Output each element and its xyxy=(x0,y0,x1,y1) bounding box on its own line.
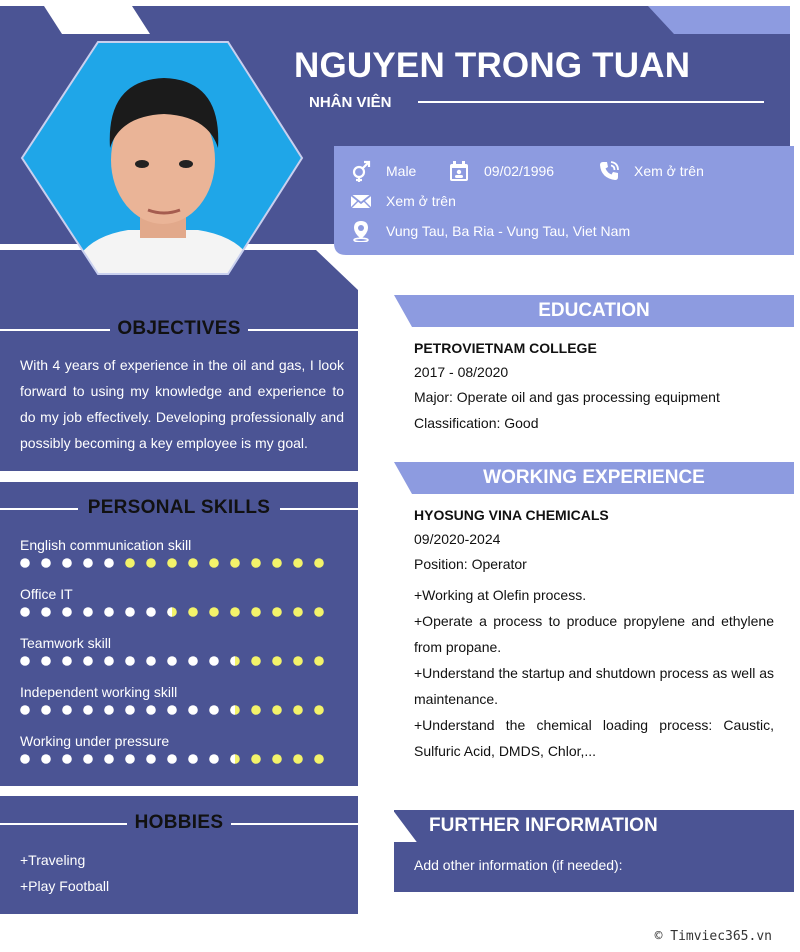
skill-dot xyxy=(314,705,324,715)
education-major: Major: Operate oil and gas processing equipment xyxy=(414,389,720,405)
duty-item: +Understand the chemical loading process: Caustic, Sulfuric Acid, DMDS, Chlor,... xyxy=(414,717,774,759)
experience-period: 09/2020-2024 xyxy=(414,531,501,547)
skill-dot xyxy=(314,558,324,568)
skill-dot xyxy=(167,558,177,568)
contact-phone xyxy=(598,160,704,182)
skill-dot xyxy=(62,558,72,568)
skill-dot xyxy=(251,607,261,617)
skill-dot xyxy=(104,607,114,617)
skill-dot xyxy=(293,754,303,764)
skill-dot xyxy=(293,656,303,666)
skill-dot xyxy=(314,656,324,666)
skill-dot xyxy=(230,558,240,568)
skill-name: Office IT xyxy=(20,586,73,602)
phone-icon xyxy=(598,160,620,182)
birthday-value: 09/02/1996 xyxy=(484,163,555,179)
skill-dot xyxy=(83,558,93,568)
skill-dot-half xyxy=(230,656,235,666)
skill-dot xyxy=(251,558,261,568)
skill-dot xyxy=(104,705,114,715)
heading-line-right xyxy=(231,823,358,825)
skill-dot xyxy=(188,754,198,764)
skill-dot xyxy=(272,754,282,764)
skill-dot xyxy=(209,754,219,764)
skill-dot xyxy=(83,656,93,666)
skill-dot xyxy=(293,705,303,715)
skills-heading xyxy=(0,497,358,521)
skill-dot xyxy=(62,656,72,666)
skill-dot xyxy=(104,656,114,666)
location-pin-icon xyxy=(350,220,372,242)
skill-dot xyxy=(167,754,177,764)
skill-dot xyxy=(62,607,72,617)
skill-dot xyxy=(41,656,51,666)
skill-dot xyxy=(125,607,135,617)
contact-gender xyxy=(350,160,416,182)
contact-email xyxy=(350,190,456,212)
skill-dot xyxy=(167,705,177,715)
skill-dot xyxy=(272,705,282,715)
skill-dot xyxy=(125,754,135,764)
skill-dot xyxy=(146,656,156,666)
contact-address xyxy=(350,220,630,242)
skill-dot xyxy=(188,607,198,617)
title-divider xyxy=(418,101,764,103)
skill-dot xyxy=(20,607,30,617)
skill-dot xyxy=(251,754,261,764)
skill-dot xyxy=(62,754,72,764)
objectives-title: OBJECTIVES xyxy=(117,318,241,339)
heading-line-right xyxy=(248,329,358,331)
contact-birthday xyxy=(448,160,554,182)
experience-heading xyxy=(394,462,794,494)
objectives-heading xyxy=(0,318,358,342)
skill-dot xyxy=(125,558,135,568)
skill-rating xyxy=(20,606,330,618)
skill-dot xyxy=(20,754,30,764)
further-title: FURTHER INFORMATION xyxy=(429,815,658,836)
skill-rating xyxy=(20,753,330,765)
skill-dot-half xyxy=(230,705,235,715)
experience-title: WORKING EXPERIENCE xyxy=(483,467,705,488)
candidate-name: NGUYEN TRONG TUAN xyxy=(294,46,691,85)
skill-dot xyxy=(209,558,219,568)
gender-value: Male xyxy=(386,163,417,179)
skill-dot xyxy=(251,705,261,715)
duty-item: +Operate a process to produce propylene and ethylene from propane. xyxy=(414,613,774,655)
skill-dot xyxy=(125,656,135,666)
skill-dot xyxy=(209,705,219,715)
education-period: 2017 - 08/2020 xyxy=(414,364,509,380)
company-name: HYOSUNG VINA CHEMICALS xyxy=(414,507,609,523)
calendar-icon xyxy=(448,160,470,182)
envelope-icon xyxy=(350,190,372,212)
skill-dot xyxy=(41,607,51,617)
hobby-item: +Play Football xyxy=(20,878,110,894)
skill-dot xyxy=(146,754,156,764)
education-title: EDUCATION xyxy=(538,300,650,321)
hobby-item: +Traveling xyxy=(20,852,86,868)
skill-dot xyxy=(209,656,219,666)
skill-dot xyxy=(293,607,303,617)
skill-dot-half xyxy=(230,754,235,764)
skill-dot xyxy=(41,558,51,568)
skill-rating xyxy=(20,557,330,569)
skill-dot xyxy=(146,705,156,715)
duty-item: +Working at Olefin process. xyxy=(414,587,587,603)
education-classification: Classification: Good xyxy=(414,415,539,431)
skill-dot xyxy=(272,656,282,666)
skill-dot xyxy=(62,705,72,715)
gender-icon xyxy=(350,160,372,182)
skill-dot xyxy=(272,558,282,568)
skill-dot-half xyxy=(167,607,172,617)
skill-name: Working under pressure xyxy=(20,733,170,749)
profile-photo xyxy=(18,38,308,278)
skill-dot xyxy=(146,607,156,617)
skill-dot xyxy=(104,558,114,568)
hobbies-heading xyxy=(0,812,358,836)
skills-title: PERSONAL SKILLS xyxy=(87,497,271,518)
education-heading xyxy=(394,295,794,327)
skill-dot xyxy=(272,607,282,617)
address-value: Vung Tau, Ba Ria - Vung Tau, Viet Nam xyxy=(386,223,631,239)
phone-value: Xem ở trên xyxy=(634,163,704,179)
skill-dot xyxy=(188,656,198,666)
experience-position: Position: Operator xyxy=(414,556,527,572)
skill-dot xyxy=(41,705,51,715)
skill-dot xyxy=(20,558,30,568)
skill-dot xyxy=(188,558,198,568)
email-value: Xem ở trên xyxy=(386,193,456,209)
skill-dot xyxy=(293,558,303,568)
heading-line-right xyxy=(280,508,358,510)
skill-name: Independent working skill xyxy=(20,684,178,700)
skill-dot xyxy=(20,656,30,666)
skill-dot xyxy=(41,754,51,764)
skill-dot xyxy=(230,607,240,617)
skill-dot xyxy=(167,656,177,666)
skill-dot xyxy=(83,705,93,715)
further-heading xyxy=(394,810,794,842)
school-name: PETROVIETNAM COLLEGE xyxy=(414,340,597,356)
duty-item: +Understand the startup and shutdown process as well as maintenance. xyxy=(414,665,774,707)
skill-dot xyxy=(146,558,156,568)
skill-dot xyxy=(20,705,30,715)
skill-dot xyxy=(314,607,324,617)
skill-dot xyxy=(188,705,198,715)
skill-dot xyxy=(83,607,93,617)
skill-dot xyxy=(104,754,114,764)
footer-credit: © Timviec365.vn xyxy=(654,929,772,944)
skill-dot xyxy=(251,656,261,666)
objectives-text: With 4 years of experience in the oil and gas, I look forward to using my knowledge and experience to do my job effectively. Developing professionally and possibly becoming a key employee is my goal. xyxy=(20,357,344,451)
skill-name: English communication skill xyxy=(20,537,192,553)
skill-dot xyxy=(125,705,135,715)
skill-name: Teamwork skill xyxy=(20,635,112,651)
hobbies-title: HOBBIES xyxy=(134,812,224,833)
job-title: NHÂN VIÊN xyxy=(309,94,392,111)
skill-rating xyxy=(20,704,330,716)
skill-dot xyxy=(314,754,324,764)
skill-dot xyxy=(83,754,93,764)
skill-rating xyxy=(20,655,330,667)
further-text: Add other information (if needed): xyxy=(414,857,623,873)
skill-dot xyxy=(209,607,219,617)
